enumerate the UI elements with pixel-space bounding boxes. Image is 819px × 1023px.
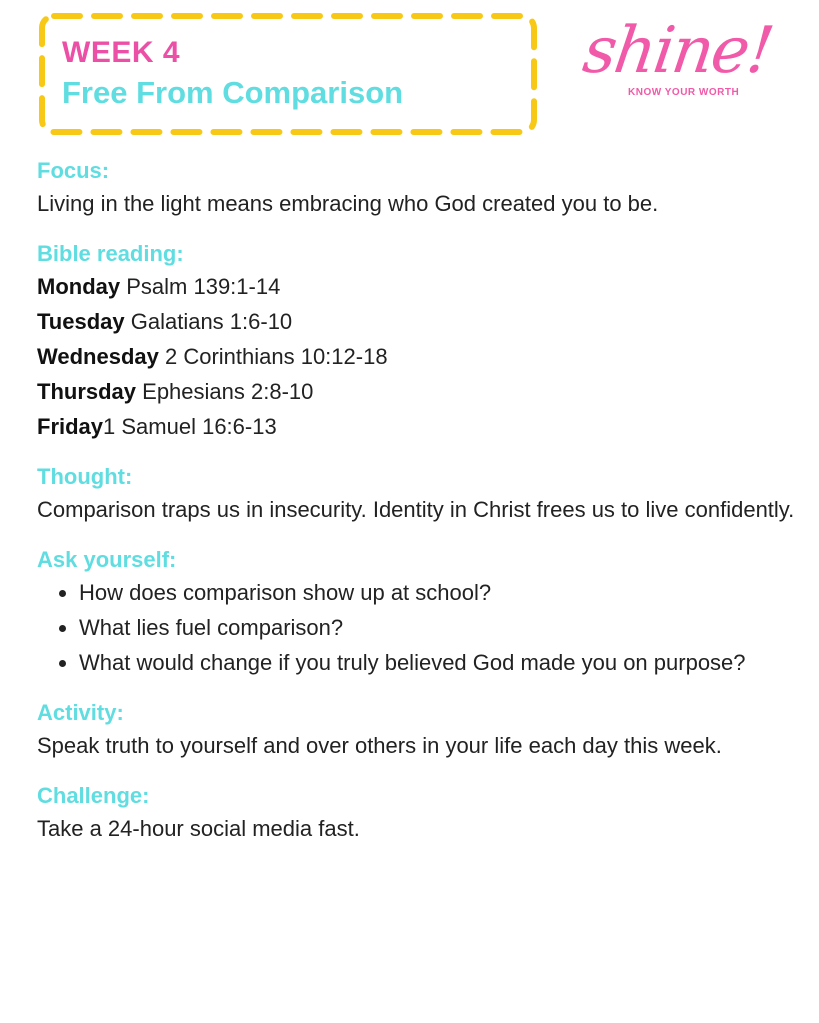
bible-heading: Bible reading: (37, 241, 184, 266)
logo-tagline: KNOW YOUR WORTH (628, 87, 740, 98)
list-item: • What lies fuel comparison? (79, 610, 797, 645)
reading-row (37, 304, 797, 339)
reading-passage: Galatians 1:6-10 (124, 309, 293, 334)
reading-passage: Ephesians 2:8-10 (136, 379, 314, 404)
bible-section (37, 239, 797, 444)
activity-section (37, 698, 797, 763)
challenge-text: Take a 24-hour social media fast. (37, 816, 360, 841)
reading-day: Friday (37, 414, 104, 439)
reading-row (37, 339, 797, 374)
reading-day: Wednesday (37, 344, 159, 369)
ask-heading: Ask yourself: (37, 547, 177, 572)
question-list (37, 575, 797, 680)
focus-text: Living in the light means embracing who God created you to be. (37, 191, 659, 216)
reading-day: Thursday (37, 379, 137, 404)
reading-day: Monday (37, 274, 121, 299)
thought-section (37, 462, 797, 527)
ask-section (37, 545, 797, 680)
thought-heading: Thought: (37, 464, 133, 489)
reading-row (37, 409, 797, 444)
reading-passage: 2 Corinthians 10:12-18 (158, 344, 388, 369)
list-item: • What would change if you truly believed God made you on purpose? (79, 645, 797, 680)
list-item: • How does comparison show up at school? (79, 575, 797, 610)
dashed-title-frame (38, 12, 538, 136)
content (37, 156, 797, 864)
activity-text: Speak truth to yourself and over others in your life each day this week. (37, 733, 722, 758)
reading-passage: Psalm 139:1-14 (120, 274, 281, 299)
shine-logo (578, 14, 780, 110)
challenge-heading: Challenge: (37, 783, 150, 808)
thought-text: Comparison traps us in insecurity. Identity in Christ frees us to live confidently. (37, 497, 795, 522)
page-title: Free From Comparison (62, 75, 404, 110)
logo-wordmark: shine! (578, 14, 777, 88)
focus-heading: Focus: (37, 158, 110, 183)
reading-passage: 1 Samuel 16:6-13 (103, 414, 277, 439)
reading-row (37, 374, 797, 409)
reading-day: Tuesday (37, 309, 125, 334)
reading-row (37, 269, 797, 304)
focus-section (37, 156, 797, 221)
week-label: WEEK 4 (62, 36, 181, 69)
challenge-section (37, 781, 797, 846)
dashed-border (38, 12, 538, 136)
activity-heading: Activity: (37, 700, 124, 725)
